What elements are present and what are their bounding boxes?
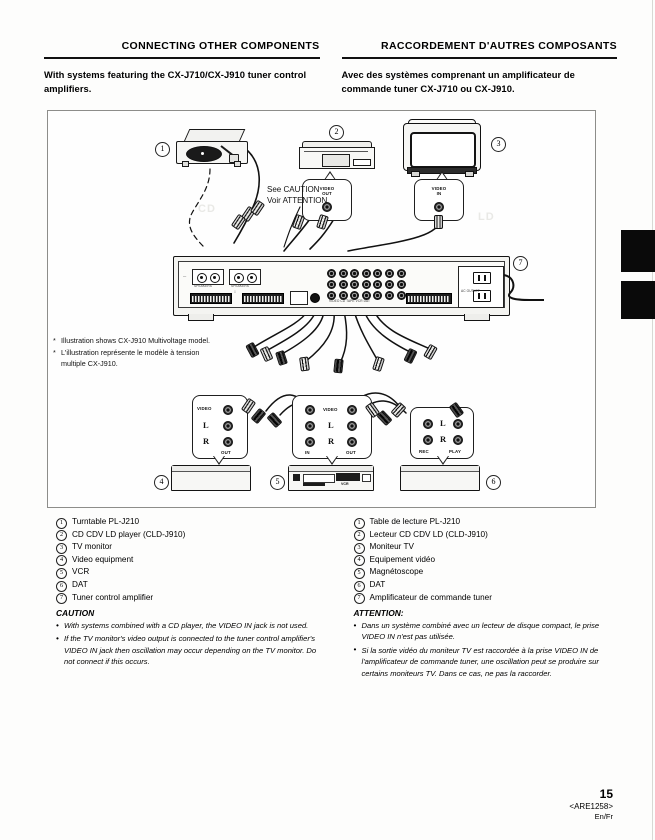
- ac-outlet-panel: AC OUTLET: [458, 266, 504, 308]
- callout-3-tv-monitor: 3: [491, 137, 506, 152]
- caution-section: [44, 608, 617, 681]
- list-item: [44, 566, 320, 579]
- callout-4-video-equipment: 4: [154, 475, 169, 490]
- amp-jack: [373, 280, 382, 289]
- header-english: [44, 40, 320, 59]
- amp-jack: [397, 269, 406, 278]
- jack-label-left: L: [440, 418, 446, 428]
- device-video-equipment: [171, 465, 251, 491]
- tv-foot: [465, 171, 474, 177]
- legend-label: Moniteur TV: [369, 542, 414, 552]
- jack-play-left: [453, 419, 463, 429]
- jack-label-out: OUT: [346, 450, 356, 455]
- device-tv-monitor: [403, 119, 481, 175]
- section-headers: [44, 40, 617, 59]
- header-rule-fr: [342, 57, 618, 59]
- jack-label-video: VIDEO: [323, 407, 338, 412]
- jack-video-in: [434, 202, 444, 212]
- callout-5-vcr: 5: [270, 475, 285, 490]
- system-connector-c: [406, 293, 452, 304]
- header-french: [342, 40, 618, 59]
- amp-jack: [385, 291, 394, 300]
- callout-7-amplifier: 7: [513, 256, 528, 271]
- jack-video-out: [347, 405, 357, 415]
- caution-item: • If the TV monitor's video output is connected to the tuner control amplifier's VIDEO IN jack then oscillation may occur depending on the TV monitor. Do not connect if this occurs.: [56, 633, 320, 667]
- jack-video: [223, 405, 233, 415]
- rca-plug: [333, 359, 343, 374]
- amp-jack: [397, 280, 406, 289]
- legend-number: 3: [56, 543, 67, 554]
- legend-label: VCR: [72, 567, 90, 577]
- cd-player-disc-tray: [322, 154, 350, 167]
- amp-jack: [385, 280, 394, 289]
- video-equipment-top: [172, 466, 250, 472]
- jackbox-vcr: [292, 395, 372, 459]
- jack-video-in: [305, 405, 315, 415]
- amp-jack: [373, 291, 382, 300]
- jack-rec-right: [423, 435, 433, 445]
- vcr-buttons: [303, 483, 325, 486]
- tv-case: [403, 123, 481, 171]
- intro-text-en: With systems featuring the CX-J710/CX-J910 tuner control amplifiers.: [44, 69, 307, 94]
- jack-left: [223, 421, 233, 431]
- speaker-terminal-knob: [234, 273, 244, 283]
- device-turntable: [176, 129, 248, 169]
- vcr-indicator: [362, 474, 371, 482]
- jack-label-left: L: [328, 420, 334, 430]
- see-caution-en: See CAUTION: [267, 185, 320, 194]
- caution-item: • Dans un système combiné avec un lecteur de disque compact, le prise VIDEO IN n'est pas utilisée.: [354, 620, 618, 643]
- legend-number: 7: [56, 593, 67, 604]
- device-cd-cdv-ld-player: [299, 141, 373, 169]
- language-code: En/Fr: [594, 812, 613, 821]
- dat-top: [401, 466, 479, 472]
- speaker-terminal-knob: [247, 273, 257, 283]
- legend-label: Lecteur CD CDV LD (CLD-J910): [369, 529, 488, 539]
- list-item: [44, 541, 320, 554]
- jack-label-video-in: VIDEO IN: [431, 186, 447, 197]
- amp-jack: [339, 269, 348, 278]
- callout-stem-inner: [214, 456, 224, 463]
- illustration-note-fr-cont: multiple CX-J910.: [61, 359, 118, 368]
- jack-label-rec: REC: [419, 449, 429, 454]
- amp-jack: [397, 291, 406, 300]
- callout-1-turntable: 1: [155, 142, 170, 157]
- turntable-spindle: [201, 152, 204, 155]
- vcr-display: [303, 474, 335, 483]
- jack-rec-left: [423, 419, 433, 429]
- legend-label: Magnétoscope: [369, 567, 424, 577]
- caution-item: • With systems combined with a CD player, the VIDEO IN jack is not used.: [56, 620, 320, 631]
- caution-title-en: CAUTION: [56, 608, 95, 618]
- list-item: [44, 554, 320, 567]
- amp-jack: [373, 269, 382, 278]
- jack-right-in: [305, 437, 315, 447]
- legend-number: 4: [354, 555, 365, 566]
- legend-number: 4: [56, 555, 67, 566]
- vcr-cassette-door: [336, 473, 360, 481]
- cd-player-buttons: [353, 159, 371, 166]
- intro-paragraphs: [44, 68, 617, 95]
- list-item: [342, 579, 618, 592]
- jack-label-play: PLAY: [449, 449, 462, 454]
- intro-text-fr: Avec des systèmes comprenant un amplificateur de commande tuner CX-J710 ou CX-J910.: [341, 69, 575, 94]
- legend-number: 6: [56, 581, 67, 592]
- turntable-foot: [182, 161, 189, 167]
- illustration-note: [53, 335, 268, 370]
- caution-item: • Si la sortie vidéo du moniteur TV est raccordée à la prise VIDEO IN de l'amplificateur de commande tuner, une oscillation peut se produire sur certains moniteurs TV. Dans ce cas, ne pas la raccorder.: [354, 645, 618, 679]
- amp-jack: [327, 280, 336, 289]
- jack-label-out: OUT: [221, 450, 231, 455]
- amp-jack: [385, 269, 394, 278]
- legend-number: 7: [354, 593, 365, 604]
- ac-outlet: [473, 272, 491, 284]
- antenna-terminal: [290, 291, 308, 305]
- list-item: [44, 579, 320, 592]
- legend-english: [44, 516, 320, 604]
- jackbox-dat: [410, 407, 474, 459]
- legend-lists: [44, 516, 617, 604]
- list-item: [342, 529, 618, 542]
- illustration-note-en: * Illustration shows CX-J910 Multivoltage model.: [53, 335, 268, 347]
- page-footer: [569, 787, 613, 822]
- speaker-terminal-knob: [210, 273, 220, 283]
- legend-number: 5: [56, 568, 67, 579]
- legend-number: 5: [354, 568, 365, 579]
- amp-jack: [362, 280, 371, 289]
- list-item: [342, 516, 618, 529]
- header-rule-en: [44, 57, 320, 59]
- bleed-through-artifact: CD: [198, 203, 216, 215]
- amplifier-foot: [188, 314, 214, 321]
- cd-player-body: [299, 147, 375, 169]
- see-caution-fr: Voir ATTENTION: [267, 196, 328, 205]
- list-item: [44, 516, 320, 529]
- callout-stem-vcr: [326, 456, 338, 465]
- vcr-top: [289, 466, 373, 472]
- cd-player-seam: [304, 151, 368, 152]
- turntable-foot: [234, 161, 241, 167]
- legend-label: TV monitor: [72, 542, 113, 552]
- page-title-en: CONNECTING OTHER COMPONENTS: [121, 40, 320, 52]
- legend-label: Video equipment: [72, 554, 134, 564]
- legend-number: 2: [354, 530, 365, 541]
- list-item: [342, 541, 618, 554]
- see-caution-annotation: [267, 184, 327, 206]
- legend-label: CD CDV LD player (CLD-J910): [72, 529, 186, 539]
- jack-label-in: IN: [305, 450, 310, 455]
- intro-english: [44, 68, 320, 95]
- list-item: [44, 529, 320, 542]
- callout-stem-inner: [327, 456, 337, 463]
- amp-jack: [362, 269, 371, 278]
- device-vcr: [288, 465, 374, 491]
- callout-stem-dat: [437, 456, 449, 465]
- list-item: [342, 554, 618, 567]
- turntable-platter: [186, 146, 222, 162]
- document-code: <ARE1258>: [569, 802, 613, 811]
- callout-stem-video-equipment: [213, 456, 225, 465]
- jack-play-right: [453, 435, 463, 445]
- legend-label: Tuner control amplifier: [72, 592, 154, 602]
- speaker-terminal-block-b: [229, 269, 261, 285]
- list-item: [44, 592, 320, 605]
- legend-french: [342, 516, 618, 604]
- jack-label-video: VIDEO: [197, 406, 212, 411]
- rca-plug: [299, 356, 310, 371]
- list-item: [342, 566, 618, 579]
- jack-label-video-out: VIDEO OUT: [319, 186, 335, 197]
- page-edge-rule: [652, 0, 653, 840]
- intro-french: [342, 68, 618, 95]
- legend-label: Table de lecture PL-J210: [369, 517, 461, 526]
- caution-french: [342, 608, 618, 681]
- page-number: 15: [599, 787, 613, 801]
- system-connector-b: [242, 293, 284, 304]
- ground-terminal: [310, 293, 320, 303]
- page-edge-tab-mark-2: [621, 281, 655, 319]
- vcr-cassette-slot-icon: [293, 474, 300, 481]
- legend-number: 2: [56, 530, 67, 541]
- legend-label: Equipement vidéo: [369, 554, 436, 564]
- jack-label-right: R: [203, 436, 210, 446]
- device-tuner-control-amplifier: — SPEAKERS SPEAKERS ⌷ VIDEO CD TAPE VCR DAT AC OUTLET: [173, 256, 510, 316]
- page-edge-tab-mark-1: [621, 230, 655, 272]
- jack-right: [223, 437, 233, 447]
- speaker-terminal-block-a: [192, 269, 224, 285]
- amp-jack: [350, 280, 359, 289]
- rca-plug: [434, 215, 443, 229]
- jack-left-out: [347, 421, 357, 431]
- legend-label: DAT: [72, 579, 88, 589]
- amp-jack: [339, 280, 348, 289]
- jackbox-video-equipment-out: [192, 395, 248, 459]
- power-cord: [500, 271, 544, 303]
- legend-number: 6: [354, 581, 365, 592]
- amp-jack: [350, 269, 359, 278]
- legend-number: 1: [354, 518, 365, 529]
- vcr-text: VCR: [341, 482, 349, 486]
- jack-label-right: R: [328, 436, 335, 446]
- speaker-terminal-knob: [197, 273, 207, 283]
- callout-6-dat: 6: [486, 475, 501, 490]
- caution-title-fr: ATTENTION:: [353, 608, 404, 618]
- legend-label: Amplificateur de commande tuner: [369, 592, 492, 602]
- jack-label-right: R: [440, 434, 447, 444]
- jack-left-in: [305, 421, 315, 431]
- amplifier-foot: [464, 314, 490, 321]
- jack-right-out: [347, 437, 357, 447]
- illustration-note-fr: * L'illustration représente le modèle à tension: [53, 347, 268, 359]
- device-dat: [400, 465, 480, 491]
- callout-2-cd-player: 2: [329, 125, 344, 140]
- system-connector-a: [190, 293, 232, 304]
- callout-stem-inner: [438, 456, 448, 463]
- bleed-through-artifact: LD: [478, 211, 495, 223]
- legend-label: DAT: [369, 579, 386, 589]
- page-title-fr: RACCORDEMENT D'AUTRES COMPOSANTS: [381, 40, 617, 52]
- tv-foot: [411, 171, 420, 177]
- tv-screen: [410, 132, 476, 168]
- legend-number: 3: [354, 543, 365, 554]
- connection-diagram: [47, 110, 596, 508]
- caution-english: [44, 608, 320, 681]
- list-item: [342, 592, 618, 605]
- jack-label-left: L: [203, 420, 209, 430]
- amp-jack: [327, 269, 336, 278]
- legend-label: Turntable PL-J210: [72, 517, 140, 526]
- rca-jack-array: [327, 269, 406, 300]
- legend-number: 1: [56, 518, 67, 529]
